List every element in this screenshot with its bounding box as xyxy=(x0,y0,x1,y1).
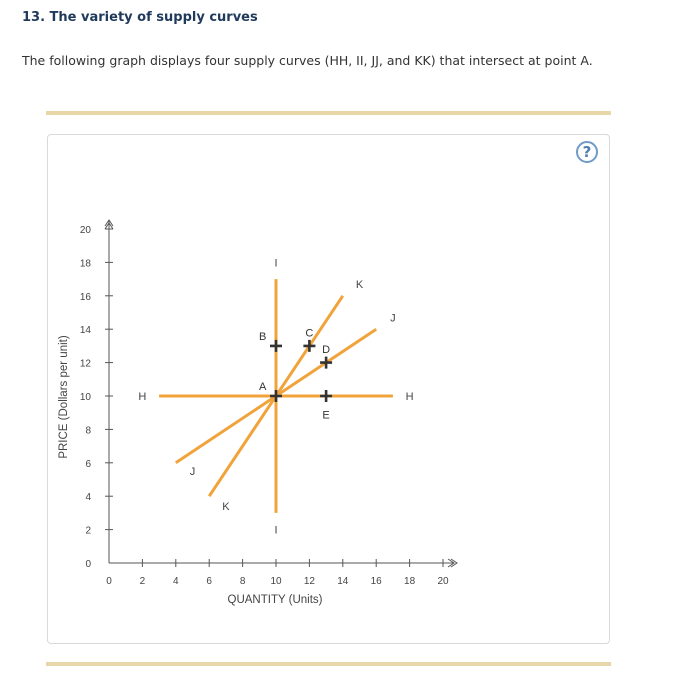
x-tick-label: 6 xyxy=(206,576,212,587)
curve-label-kk: K xyxy=(355,279,364,292)
point-label-e: E xyxy=(322,409,330,422)
y-tick-label: 18 xyxy=(79,258,91,270)
y-tick-label: 8 xyxy=(85,425,91,437)
question-text: The following graph displays four supply curves (HH, II, JJ, and KK) that intersect at point A. xyxy=(22,53,593,68)
curve-label-jj: J xyxy=(189,466,196,479)
curve-label-ii: I xyxy=(274,524,278,537)
y-tick-label: 12 xyxy=(79,358,91,370)
y-tick-label: 14 xyxy=(79,325,91,337)
x-tick-label: 16 xyxy=(370,576,382,587)
point-label-c: C xyxy=(305,327,314,340)
y-tick-label: 20 xyxy=(79,225,91,236)
question-title: 13. The variety of supply curves xyxy=(22,10,258,25)
x-tick-label: 2 xyxy=(139,576,146,587)
y-tick-label: 2 xyxy=(85,525,91,537)
curve-label-hh: H xyxy=(405,391,414,403)
x-tick-label: 10 xyxy=(270,576,282,587)
x-axis-title: QUANTITY (Units) xyxy=(227,594,323,606)
y-axis-title: PRICE (Dollars per unit) xyxy=(58,335,70,459)
x-tick-label: 0 xyxy=(106,576,112,587)
curve-label-ii: I xyxy=(274,257,278,270)
curve-label-hh: H xyxy=(138,391,147,403)
point-label-a: A xyxy=(258,380,267,393)
point-label-b: B xyxy=(258,330,267,343)
x-tick-label: 4 xyxy=(173,576,179,587)
x-tick-label: 18 xyxy=(404,576,416,587)
x-tick-label: 8 xyxy=(239,576,246,587)
x-tick-label: 14 xyxy=(337,576,349,587)
point-marker-b xyxy=(270,340,282,352)
point-marker-e xyxy=(320,390,332,402)
bottom-divider xyxy=(46,662,611,666)
y-tick-label: 0 xyxy=(85,559,91,570)
y-tick-label: 4 xyxy=(85,492,91,504)
y-tick-label: 16 xyxy=(79,291,91,303)
y-tick-label: 6 xyxy=(85,458,91,470)
help-button[interactable]: ? xyxy=(576,141,598,163)
curve-label-kk: K xyxy=(222,501,230,514)
y-tick-label: 10 xyxy=(79,392,91,403)
point-label-d: D xyxy=(322,344,331,357)
curve-label-jj: J xyxy=(390,312,396,325)
x-tick-label: 20 xyxy=(437,576,449,587)
x-tick-label: 12 xyxy=(303,576,315,587)
